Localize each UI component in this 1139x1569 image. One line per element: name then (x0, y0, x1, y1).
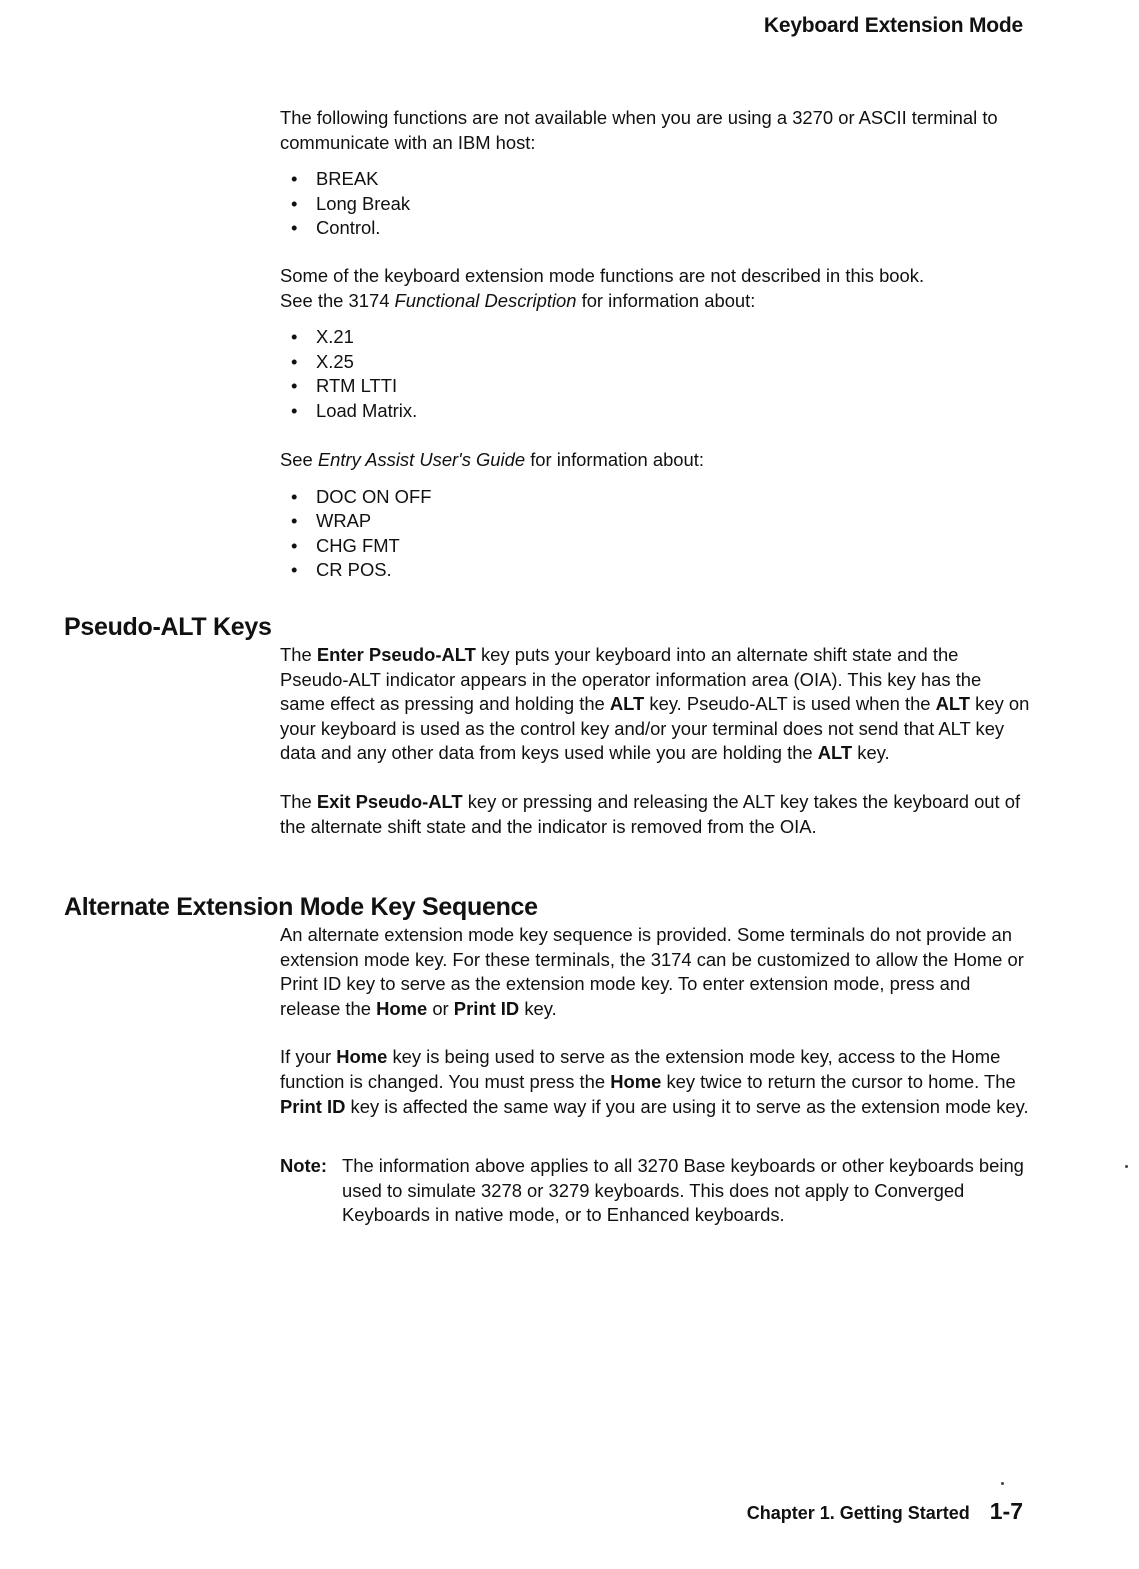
running-head: Keyboard Extension Mode (763, 14, 1023, 37)
bullet-icon: • (291, 485, 298, 507)
bullet-icon: • (291, 510, 298, 532)
bullet-icon: • (291, 168, 298, 190)
list-item: • BREAK (280, 167, 1030, 192)
list-item: • X.25 (280, 350, 1030, 375)
bullet-icon: • (291, 559, 298, 581)
functional-description-title: Functional Description (394, 289, 577, 311)
entry-assist-section (280, 448, 1030, 583)
list-item: • WRAP (280, 509, 1030, 534)
pseudo-alt-paragraph-1: The Enter Pseudo-ALT key puts your keyboard into an alternate shift state and the Pseudo-ALT indicator appears in the operator information area (OIA). This key has the same effect as pressing and holding the ALT key. Pseudo-ALT is used when the ALT key on your keyboard is used as the control key and/or your terminal does not send that ALT key data and any other data from keys used while you are holding the ALT key. (280, 644, 1030, 764)
list-item: • Control. (280, 216, 1030, 241)
entry-assist-line: See Entry Assist User's Guide for information about: (280, 449, 704, 470)
list-item: • Long Break (280, 192, 1030, 217)
page-number: 1-7 (989, 1498, 1023, 1524)
functional-line1: Some of the keyboard extension mode functions are not described in this book. (280, 265, 925, 286)
scan-speck (1125, 1165, 1128, 1168)
list-item: • Load Matrix. (280, 399, 1030, 424)
scan-speck (1001, 1482, 1004, 1485)
pseudo-alt-heading: Pseudo-ALT Keys (64, 613, 272, 641)
alternate-extension-section (280, 923, 1030, 1119)
list-item: • DOC ON OFF (280, 485, 1030, 510)
bullet-icon: • (291, 326, 298, 348)
bullet-icon: • (291, 399, 298, 421)
bullet-icon: • (291, 217, 298, 239)
chapter-label: Chapter 1. Getting Started (746, 1503, 970, 1523)
intro-section (280, 106, 1030, 241)
functional-topics-list (280, 325, 1030, 423)
bullet-icon: • (291, 350, 298, 372)
entry-assist-title: Entry Assist User's Guide (317, 449, 526, 470)
list-item: • X.21 (280, 325, 1030, 350)
alternate-paragraph-2: If your Home key is being used to serve as the extension mode key, access to the Home function is changed. You must press the Home key twice to return the cursor to home. The Print ID key is affected the same way if you are using it to serve as the extension mode key. (280, 1046, 1029, 1117)
note-text: The information above applies to all 3270 Base keyboards or other keyboards being used to simulate 3278 or 3279 keyboards. This does not apply to Converged Keyboards in native mode, or to Enhanced keyboards. (342, 1155, 1024, 1226)
entry-assist-topics-list (280, 485, 1030, 583)
bullet-icon: • (291, 375, 298, 397)
note-block (280, 1154, 1030, 1228)
alternate-paragraph-1: An alternate extension mode key sequence is provided. Some terminals do not provide an extension mode key. For these terminals, the 3174 can be customized to allow the Home or Print ID key to serve as the extension mode key. To enter extension mode, press and release the Home or Print ID key. (280, 924, 1024, 1019)
list-item: • CHG FMT (280, 534, 1030, 559)
alternate-extension-heading: Alternate Extension Mode Key Sequence (64, 893, 538, 921)
functional-description-section (280, 264, 1030, 423)
pseudo-alt-paragraph-2: The Exit Pseudo-ALT key or pressing and releasing the ALT key takes the keyboard out of the alternate shift state and the indicator is removed from the OIA. (280, 790, 1021, 837)
note-label: Note: (280, 1155, 327, 1176)
bullet-icon: • (291, 192, 298, 214)
page-footer (747, 1498, 1023, 1525)
unavailable-functions-list (280, 167, 1030, 241)
functional-line2: See the 3174 Functional Description for information about: (280, 289, 756, 311)
list-item: • CR POS. (280, 558, 1030, 583)
list-item: • RTM LTTI (280, 374, 1030, 399)
intro-paragraph: The following functions are not available when you are using a 3270 or ASCII terminal to communicate with an IBM host: (280, 107, 998, 153)
pseudo-alt-section (280, 643, 1030, 839)
bullet-icon: • (291, 534, 298, 556)
